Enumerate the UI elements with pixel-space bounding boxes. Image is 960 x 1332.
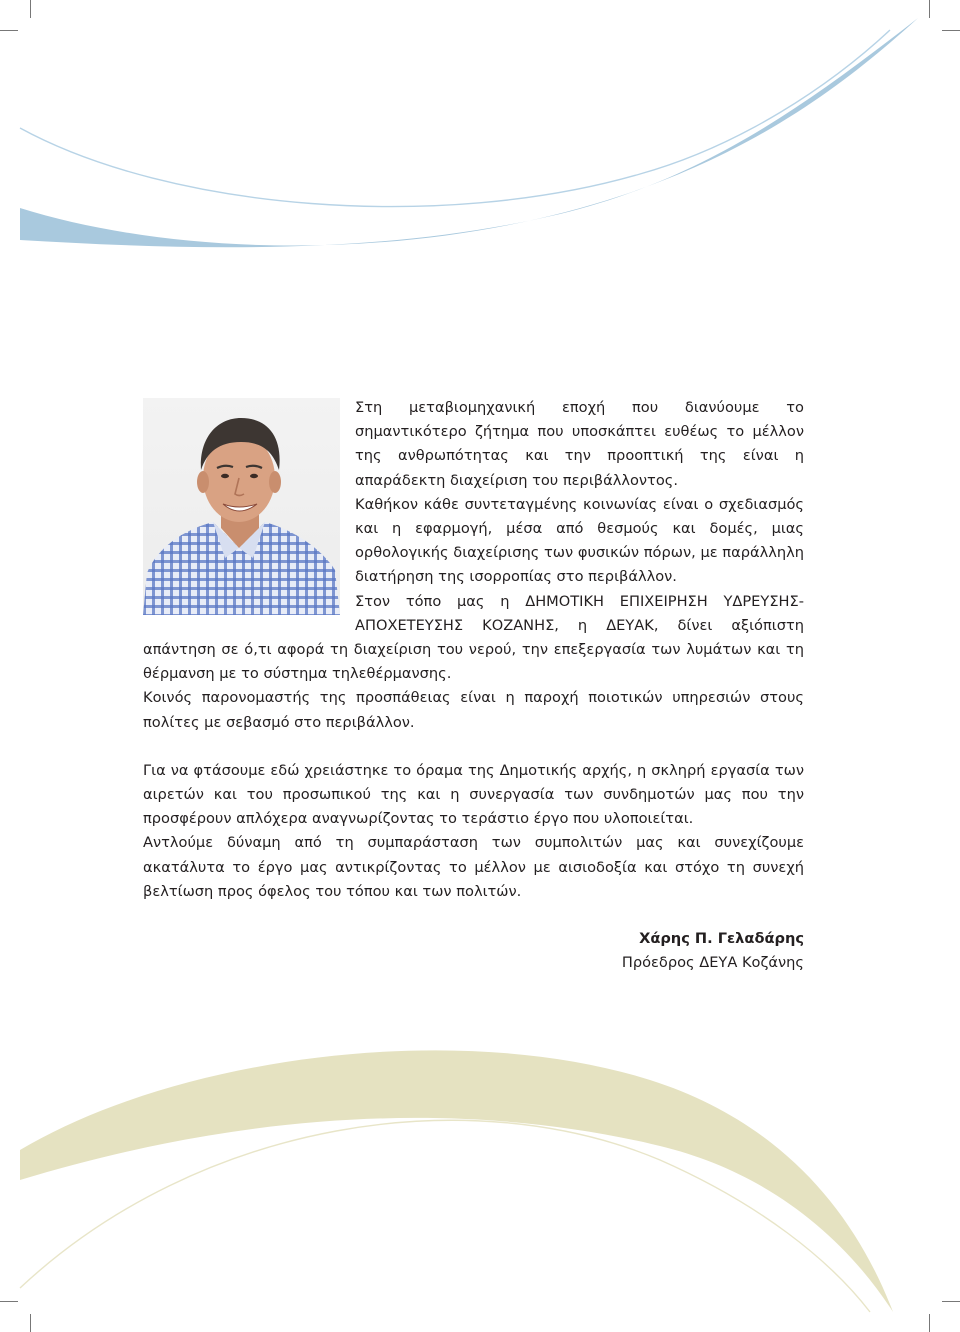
paragraph-gap <box>143 735 804 759</box>
top-blue-line <box>20 30 890 207</box>
crop-mark <box>942 30 960 31</box>
paragraph: Αντλούμε δύναμη από τη συμπαράσταση των συμπολιτών μας και συνεχίζουμε ακατάλυτα το έργο μας αντικρίζοντας το μέλλον με αισιοδοξία και στόχο τη συνεχή βελτίωση προς όφελος του τόπου και των πολιτών. <box>143 834 804 900</box>
paragraph: Στον τόπο μας η ΔΗΜΟΤΙΚΗ ΕΠΙΧΕΙΡΗΣΗ ΥΔΡΕΥΣΗΣ- ΑΠΟΧΕΤΕΥΣΗΣ ΚΟΖΑΝΗΣ, η ΔΕΥΑΚ, δίνει αξιόπιστη απάντηση σε ό,τι αφορά τη διαχείριση του νερού, την επεξεργασία των λυμάτων και τη θέρμανση με το σύστημα τηλεθέρμανσης. <box>143 592 804 683</box>
letter-body <box>143 396 804 904</box>
crop-mark <box>942 1301 960 1302</box>
paragraph: Καθήκον κάθε συντεταγμένης κοινωνίας είναι ο σχεδιασμός και η εφαρμογή, μέσα από θεσμούς και δομές, μιας ορθολογικής διαχείρισης των φυσικών πόρων, με παράλληλη διατήρηση της ισορροπίας στο περιβάλλον. <box>355 495 804 586</box>
crop-mark <box>929 0 930 18</box>
paragraph: Για να φτάσουμε εδώ χρειάστηκε το όραμα της Δημοτικής αρχής, η σκληρή εργασία των αιρετών και του προσωπικού της και η συνεργασία των συνδημοτών μας που την προσφέρουν απλόχερα αναγνωρίζοντας το τεράστιο έργο που υλοποιείται. <box>143 761 804 828</box>
top-blue-wave <box>20 18 918 247</box>
paragraph: Στη μεταβιομηχανική εποχή που διανύουμε το σημαντικότερο ζήτημα που υποσκάπτει ευθέως το μέλλον της ανθρωπότητας και την προοπτική της είναι η απαράδεκτη διαχείριση του περιβάλλοντος. <box>355 399 804 489</box>
bottom-beige-wave <box>20 1050 893 1312</box>
crop-mark <box>0 30 18 31</box>
signature-title: Πρόεδρος ΔΕΥΑ Κοζάνης <box>621 954 804 971</box>
signature-block <box>622 927 804 975</box>
paragraph: Κοινός παρονομαστής της προσπάθειας είναι η παροχή ποιοτικών υπηρεσιών στους πολίτες με σεβασμό στο περιβάλλον. <box>143 689 804 731</box>
crop-mark <box>929 1314 930 1332</box>
signature-name: Χάρης Π. Γελαδάρης <box>639 930 804 947</box>
photo-spacer <box>143 396 355 624</box>
crop-mark <box>30 0 31 18</box>
crop-mark <box>30 1314 31 1332</box>
crop-mark <box>0 1301 18 1302</box>
